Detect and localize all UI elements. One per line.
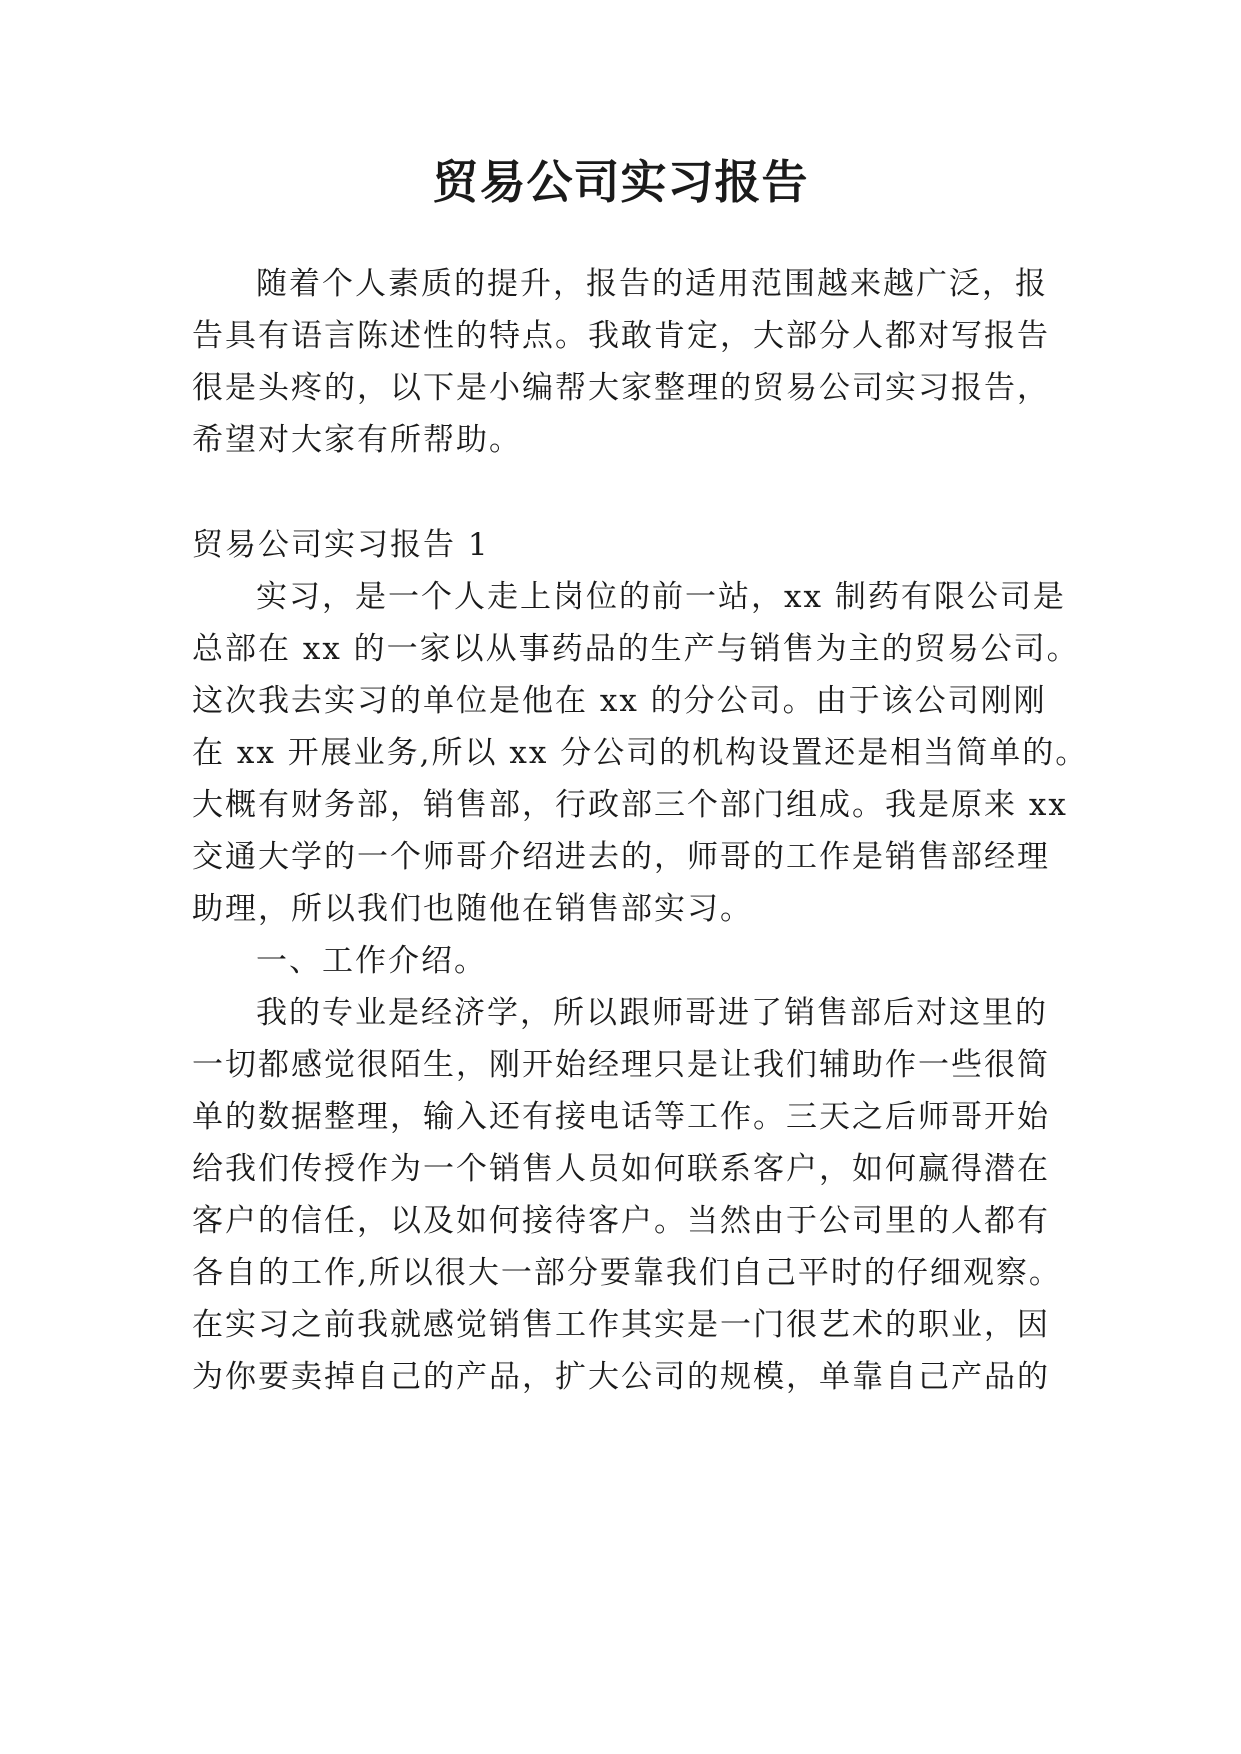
paragraph-line: 我的专业是经济学，所以跟师哥进了销售部后对这里的: [256, 995, 1048, 1031]
paragraph-line: 告具有语言陈述性的特点。我敢肯定，大部分人都对写报告: [192, 318, 1050, 354]
paragraph-line: 给我们传授作为一个销售人员如何联系客户，如何赢得潜在: [192, 1151, 1050, 1187]
paragraph-line: 总部在 xx 的一家以从事药品的生产与销售为主的贸易公司。: [192, 631, 1080, 667]
paragraph-line: 一切都感觉很陌生，刚开始经理只是让我们辅助作一些很简: [192, 1047, 1050, 1083]
paragraph-line: 这次我去实习的单位是他在 xx 的分公司。由于该公司刚刚: [192, 683, 1047, 719]
paragraph-line: 随着个人素质的提升，报告的适用范围越来越广泛，报: [256, 266, 1048, 302]
paragraph-line: 交通大学的一个师哥介绍进去的，师哥的工作是销售部经理: [192, 839, 1050, 875]
paragraph-line: 很是头疼的，以下是小编帮大家整理的贸易公司实习报告，: [192, 370, 1050, 406]
paragraph-line: 为你要卖掉自己的产品，扩大公司的规模，单靠自己产品的: [192, 1359, 1050, 1395]
section-heading: 贸易公司实习报告 1: [192, 527, 490, 563]
paragraph-line: 实习，是一个人走上岗位的前一站，xx 制药有限公司是: [256, 579, 1066, 615]
paragraph-line: 各自的工作,所以很大一部分要靠我们自己平时的仔细观察。: [192, 1255, 1062, 1291]
subsection-heading: 一、工作介绍。: [256, 943, 487, 979]
paragraph-line: 客户的信任，以及如何接待客户。当然由于公司里的人都有: [192, 1203, 1050, 1239]
paragraph-line: 希望对大家有所帮助。: [192, 422, 522, 458]
paragraph-line: 单的数据整理，输入还有接电话等工作。三天之后师哥开始: [192, 1099, 1050, 1135]
paragraph-line: 助理，所以我们也随他在销售部实习。: [192, 891, 753, 927]
paragraph-line: 在实习之前我就感觉销售工作其实是一门很艺术的职业，因: [192, 1307, 1050, 1343]
paragraph-line: 在 xx 开展业务,所以 xx 分公司的机构设置还是相当简单的。: [192, 735, 1089, 771]
document-title: 贸易公司实习报告: [432, 155, 809, 209]
paragraph-line: 大概有财务部，销售部，行政部三个部门组成。我是原来 xx: [192, 787, 1068, 823]
